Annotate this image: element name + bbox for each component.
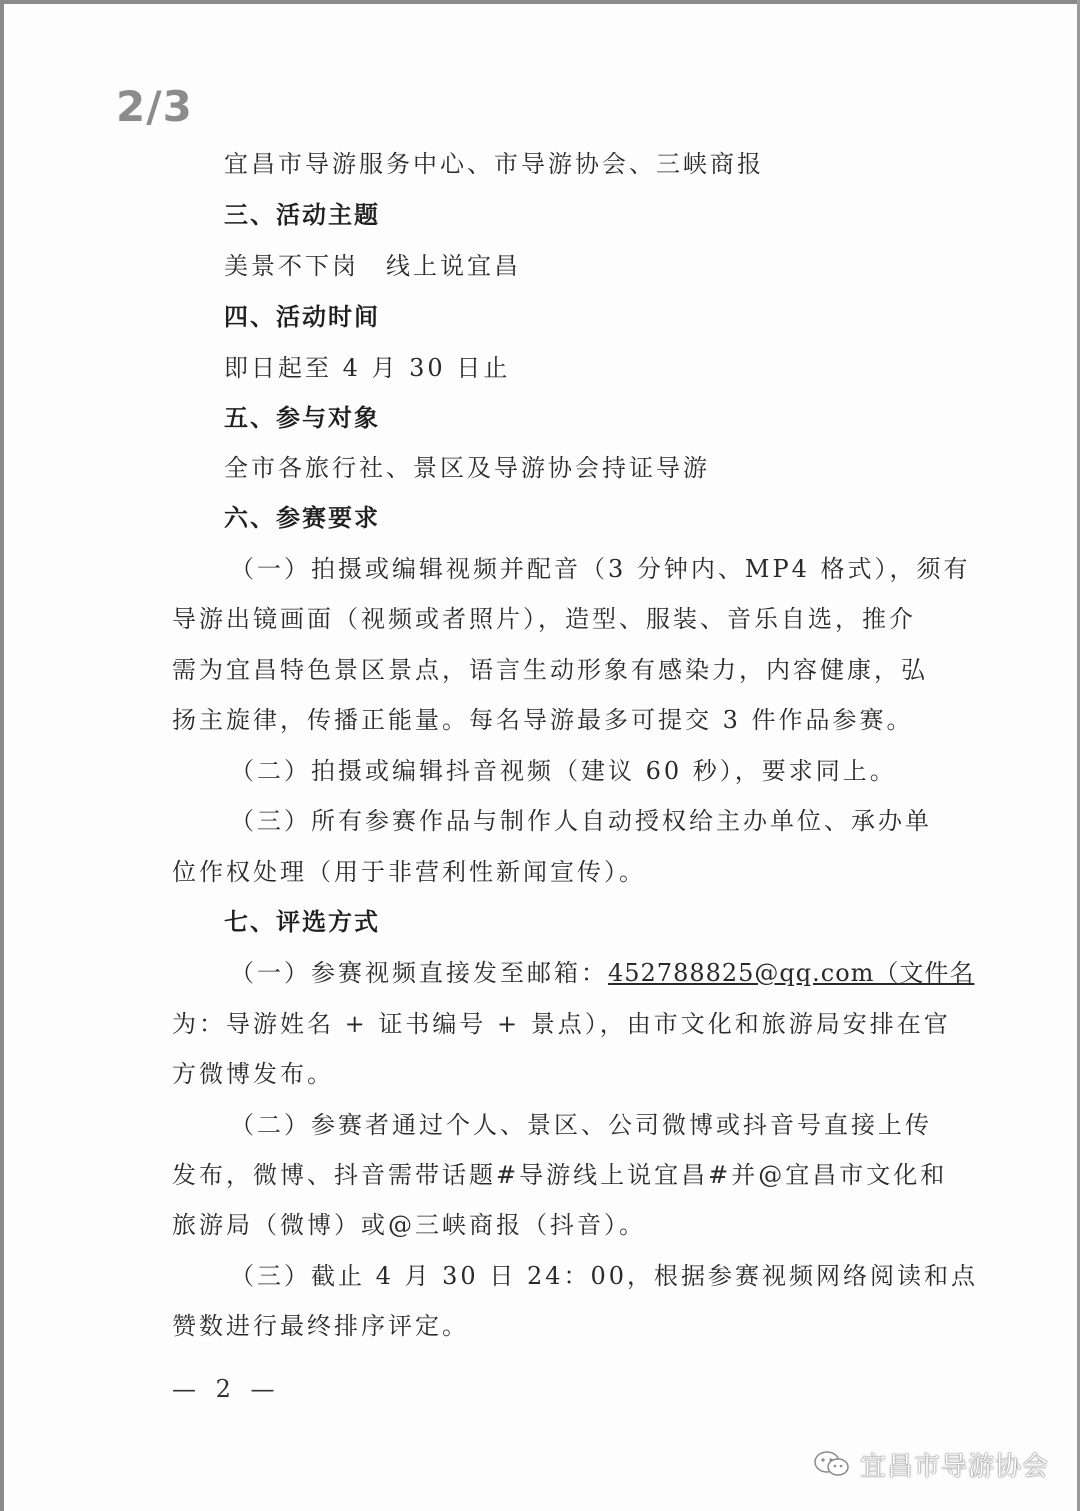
section-6-para-1-line-4: 扬主旋律，传播正能量。每名导游最多可提交 3 件作品参赛。 <box>172 706 914 734</box>
section-7-para-2-line-1: （二）参赛者通过个人、景区、公司微博或抖音号直接上传 <box>230 1111 932 1139</box>
section-7-para-3-line-1: （三）截止 4 月 30 日 24：00，根据参赛视频网络阅读和点 <box>230 1262 979 1290</box>
section-7-para-1-line-2: 为：导游姓名 + 证书编号 + 景点），由市文化和旅游局安排在官 <box>172 1010 951 1038</box>
section-7-heading: 七、评选方式 <box>224 908 380 936</box>
section-7-para-2-line-3: 旅游局（微博）或@三峡商报（抖音）。 <box>172 1211 646 1239</box>
section-6-para-1-line-2: 导游出镜画面（视频或者照片），造型、服装、音乐自选，推介 <box>172 605 916 633</box>
section-6-para-2-line-1: （二）拍摄或编辑抖音视频（建议 60 秒），要求同上。 <box>230 757 897 785</box>
section-6-para-1-line-3: 需为宜昌特色景区景点，语言生动形象有感染力，内容健康，弘 <box>172 656 928 684</box>
section-6-heading: 六、参赛要求 <box>224 504 380 532</box>
page-edge-top <box>0 0 1080 4</box>
section-7-para-2-line-2: 发布，微博、抖音需带话题#导游线上说宜昌#并@宜昌市文化和 <box>172 1161 948 1189</box>
email-address: 452788825@qq.com（文件名 <box>608 959 975 987</box>
section-6-para-3-line-2: 位作权处理（用于非营利性新闻宣传）。 <box>172 858 646 886</box>
section-7-para-1-line-1 <box>230 957 974 989</box>
section-4-body: 即日起至 4 月 30 日止 <box>224 354 511 382</box>
section-6-para-1-line-1: （一）拍摄或编辑视频并配音（3 分钟内、MP4 格式），须有 <box>230 555 971 583</box>
section-7-para-3-line-2: 赞数进行最终排序评定。 <box>172 1312 469 1340</box>
organizers-line: 宜昌市导游服务中心、市导游协会、三峡商报 <box>224 150 764 178</box>
section-5-heading: 五、参与对象 <box>224 404 380 432</box>
page-number: — 2 — <box>172 1375 281 1403</box>
page-edge-left <box>0 0 4 1511</box>
section-5-body: 全市各旅行社、景区及导游协会持证导游 <box>224 454 710 482</box>
section-3-body: 美景不下岗 线上说宜昌 <box>224 252 521 280</box>
page-counter: 2/3 <box>116 82 193 131</box>
section-4-heading: 四、活动时间 <box>224 303 380 331</box>
section-7-para-1-line-3: 方微博发布。 <box>172 1060 334 1088</box>
wechat-watermark <box>812 1444 1049 1484</box>
wechat-icon <box>812 1449 852 1479</box>
email-prefix: （一）参赛视频直接发至邮箱： <box>230 959 608 987</box>
watermark-text: 宜昌市导游协会 <box>860 1451 1050 1482</box>
section-3-heading: 三、活动主题 <box>224 201 380 229</box>
section-6-para-3-line-1: （三）所有参赛作品与制作人自动授权给主办单位、承办单 <box>230 807 932 835</box>
